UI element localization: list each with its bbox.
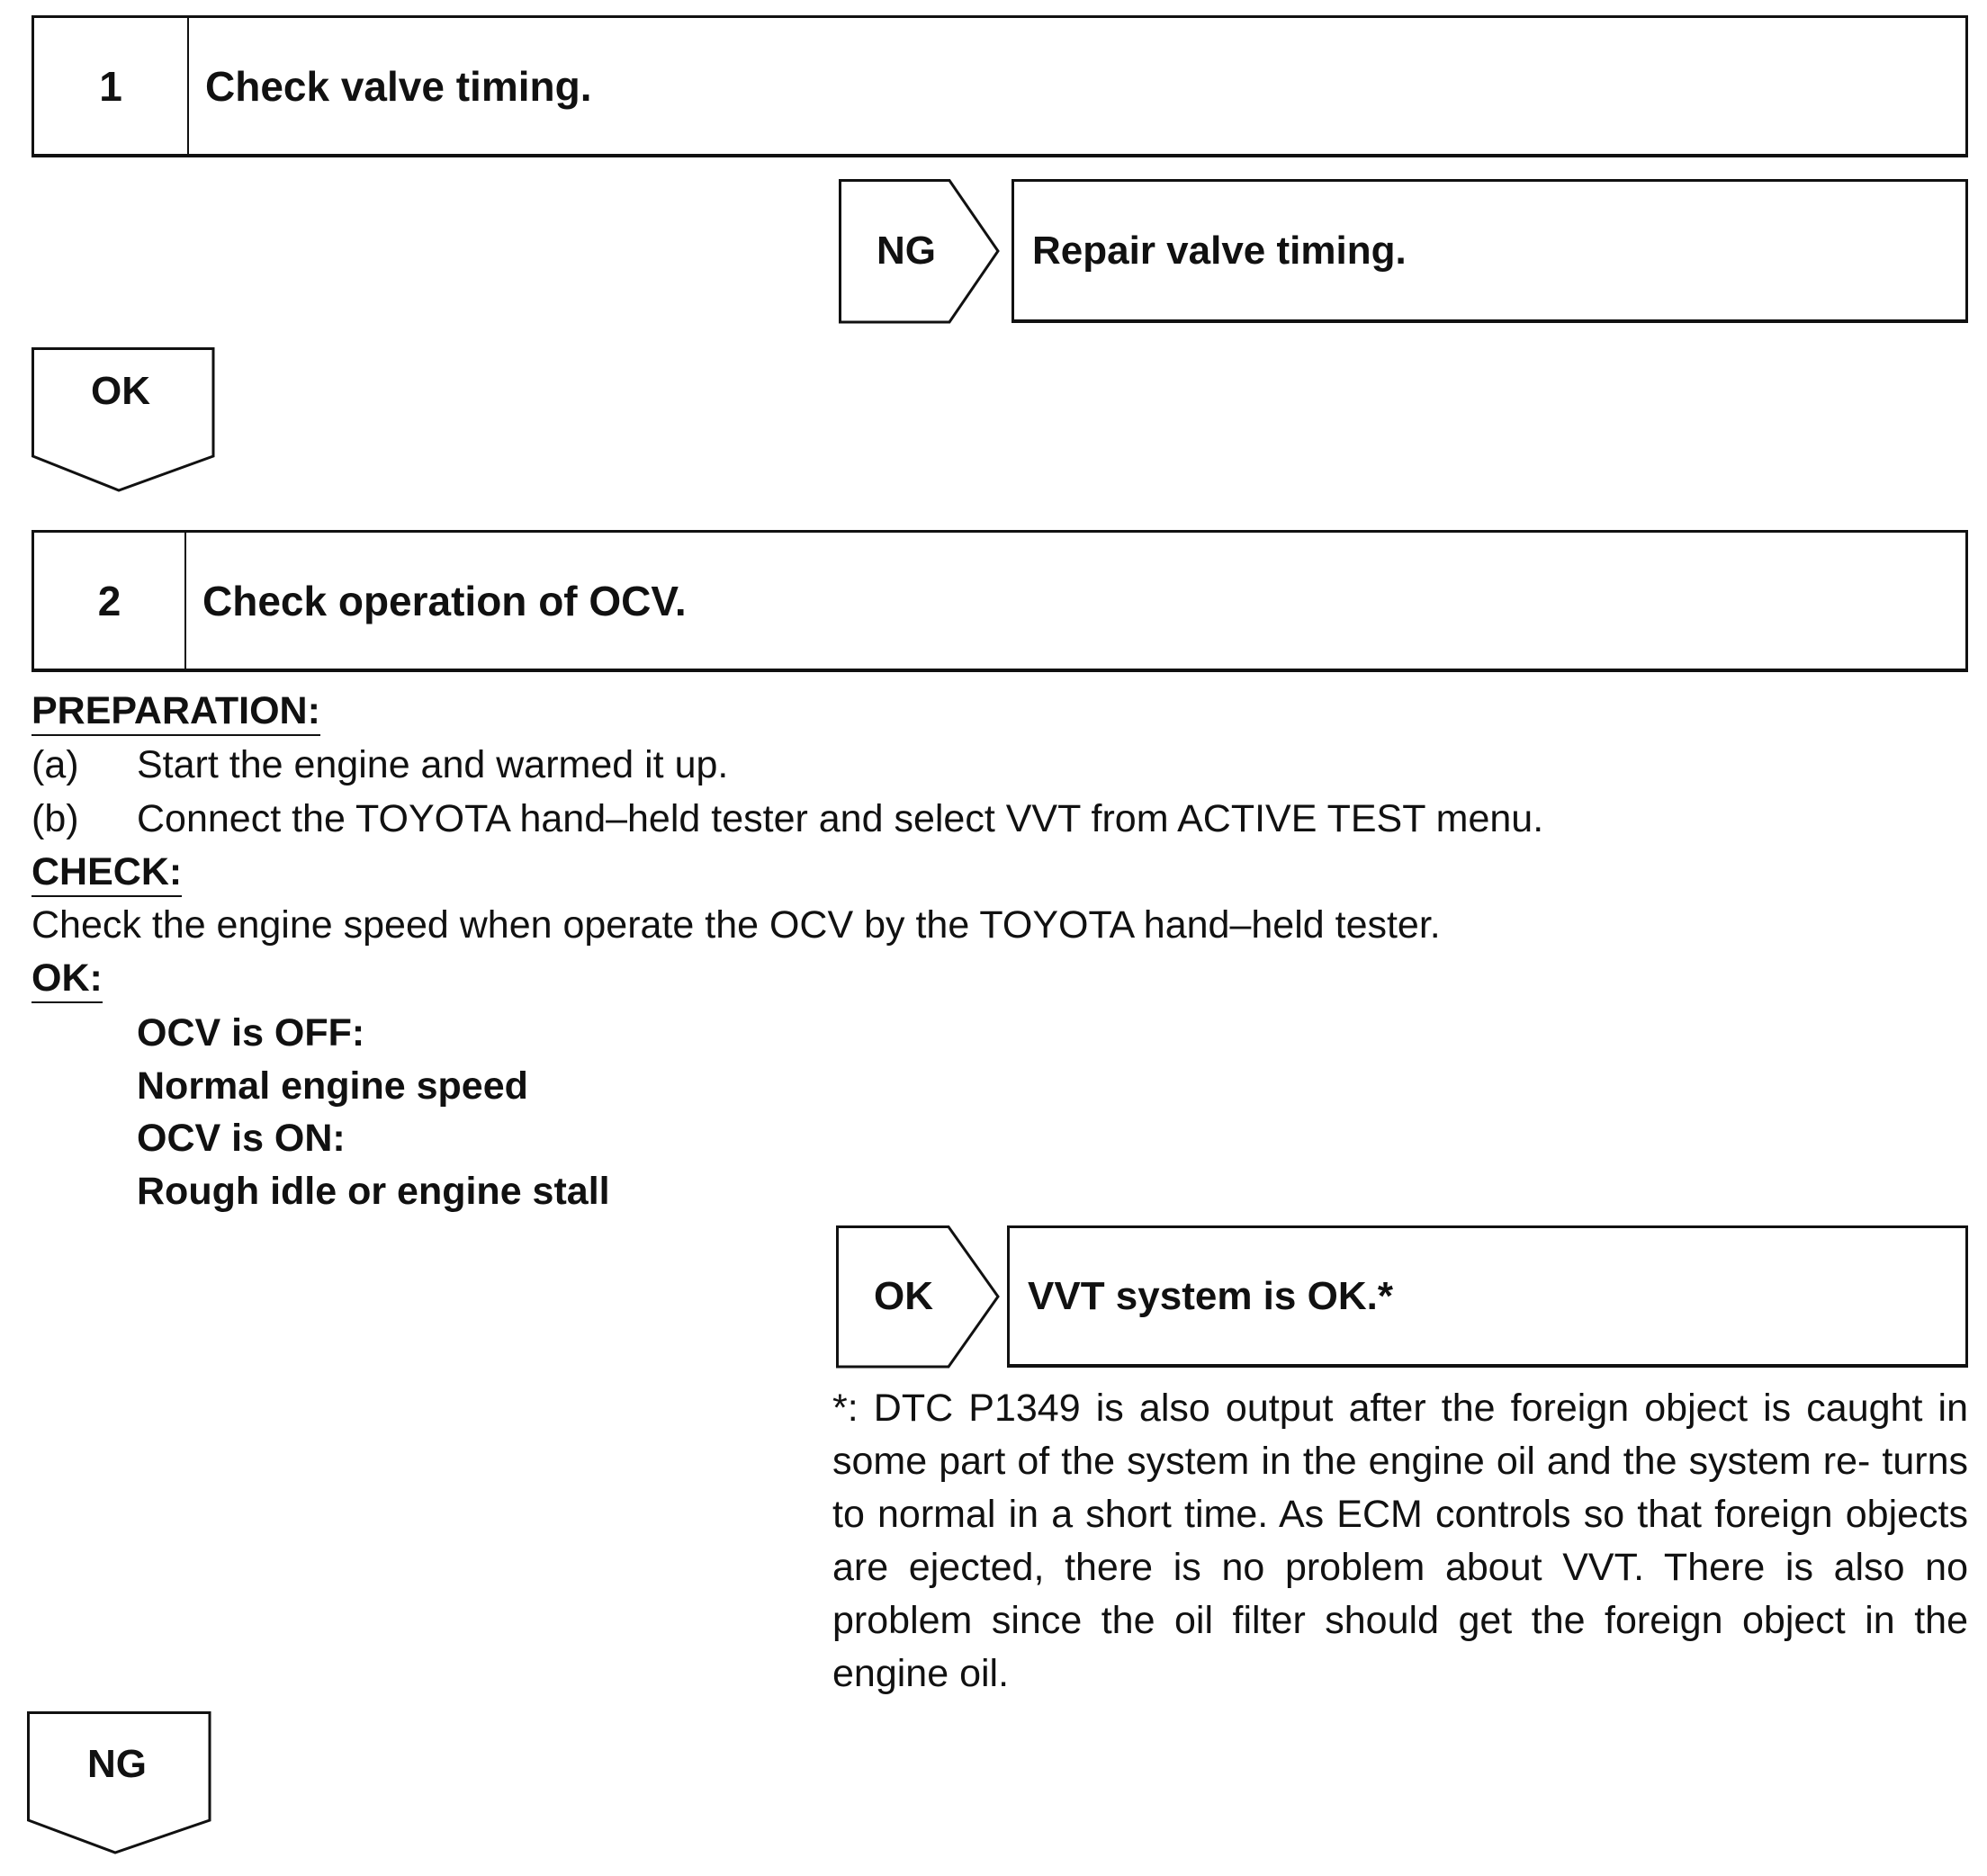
check-text: Check the engine speed when operate the OCV by the TOYOTA hand–held tester. — [31, 903, 1441, 947]
ok-label: OK — [91, 369, 150, 413]
ok-spec-line: OCV is ON: — [137, 1117, 346, 1160]
step-title: Check operation of OCV. — [202, 577, 687, 624]
prep-item — [31, 742, 79, 787]
check-heading: CHECK: — [31, 850, 182, 897]
item-marker: (a) — [31, 743, 79, 786]
item-marker: (b) — [31, 797, 79, 840]
step-1-box — [31, 15, 1968, 157]
prep-item-text: Connect the TOYOTA hand–held tester and select VVT from ACTIVE TEST menu. — [137, 797, 1544, 840]
prep-item — [31, 796, 79, 841]
ok-spec-line: OCV is OFF: — [137, 1011, 365, 1055]
step-2-box — [31, 530, 1968, 672]
vvt-ok-box — [1007, 1225, 1968, 1368]
footnote: *: DTC P1349 is also output after the foreign object is caught in some part of the system in the engine oil and the system re- turns to normal in a short time. As ECM controls so that foreign objects are ejected, there is no problem about VVT. There is also no problem since the oil filter should get the foreign object in the engine oil. — [832, 1387, 1968, 1695]
ok-label: OK — [874, 1274, 933, 1318]
result-text: VVT system is OK.* — [1028, 1273, 1393, 1318]
preparation-heading: PREPARATION: — [31, 689, 320, 736]
prep-item-text: Start the engine and warmed it up. — [137, 743, 729, 786]
result-text: Repair valve timing. — [1032, 228, 1407, 273]
ok-heading: OK: — [31, 956, 103, 1003]
repair-valve-timing-box — [1011, 179, 1968, 323]
ng-label: NG — [87, 1742, 147, 1786]
ok-spec-line: Normal engine speed — [137, 1064, 528, 1108]
step-number: 2 — [34, 533, 186, 669]
step-number: 1 — [34, 18, 189, 154]
step-title: Check valve timing. — [205, 62, 592, 110]
ok-spec-line: Rough idle or engine stall — [137, 1170, 610, 1213]
ng-label: NG — [877, 229, 936, 273]
